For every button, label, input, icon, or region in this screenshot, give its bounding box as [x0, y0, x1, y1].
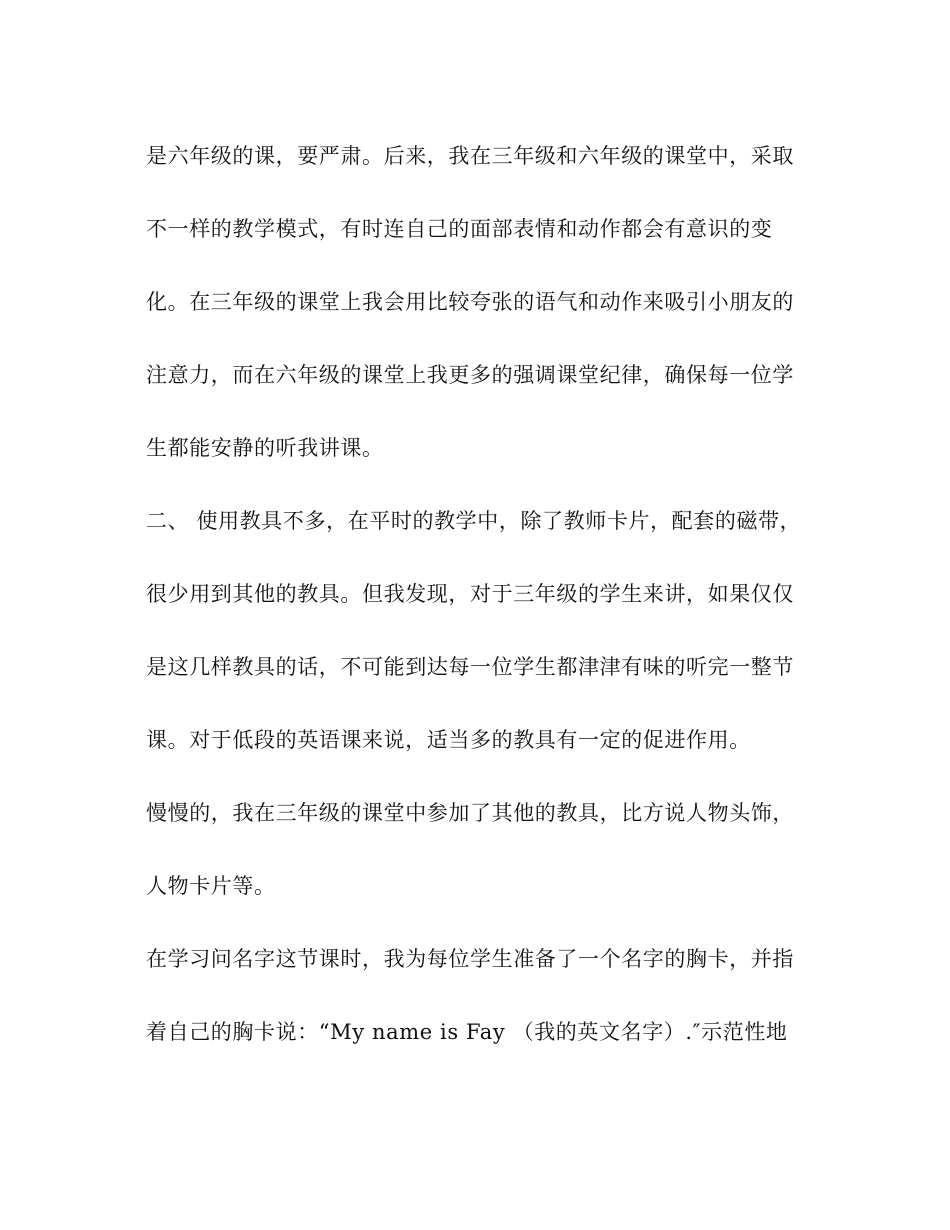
text-line: 慢慢的，我在三年级的课堂中参加了其他的教具，比方说人物头饰，: [146, 801, 794, 825]
text-line: 人物卡片等。: [146, 874, 276, 898]
text-line: 生都能安静的听我讲课。: [146, 436, 384, 460]
text-line: 二、 使用教具不多，在平时的教学中，除了教师卡片，配套的磁带，: [146, 509, 802, 533]
text-line: 着自己的胸卡说：“My name is Fay （我的英文名字）.″示范性地: [146, 1020, 788, 1044]
text-line: 是这几样教具的话，不可能到达每一位学生都津津有味的听完一整节: [146, 655, 794, 679]
text-line: 不一样的教学模式，有时连自己的面部表情和动作都会有意识的变: [146, 217, 773, 241]
text-line: 在学习问名字这节课时，我为每位学生准备了一个名字的胸卡，并指: [146, 947, 794, 971]
text-line: 是六年级的课，要严肃。后来，我在三年级和六年级的课堂中，采取: [146, 144, 794, 168]
text-line: 课。对于低段的英语课来说，适当多的教具有一定的促进作用。: [146, 728, 751, 752]
text-line: 很少用到其他的教具。但我发现，对于三年级的学生来讲，如果仅仅: [146, 582, 794, 606]
text-line: 注意力，而在六年级的课堂上我更多的强调课堂纪律，确保每一位学: [146, 363, 794, 387]
text-line: 化。在三年级的课堂上我会用比较夸张的语气和动作来吸引小朋友的: [146, 290, 794, 314]
